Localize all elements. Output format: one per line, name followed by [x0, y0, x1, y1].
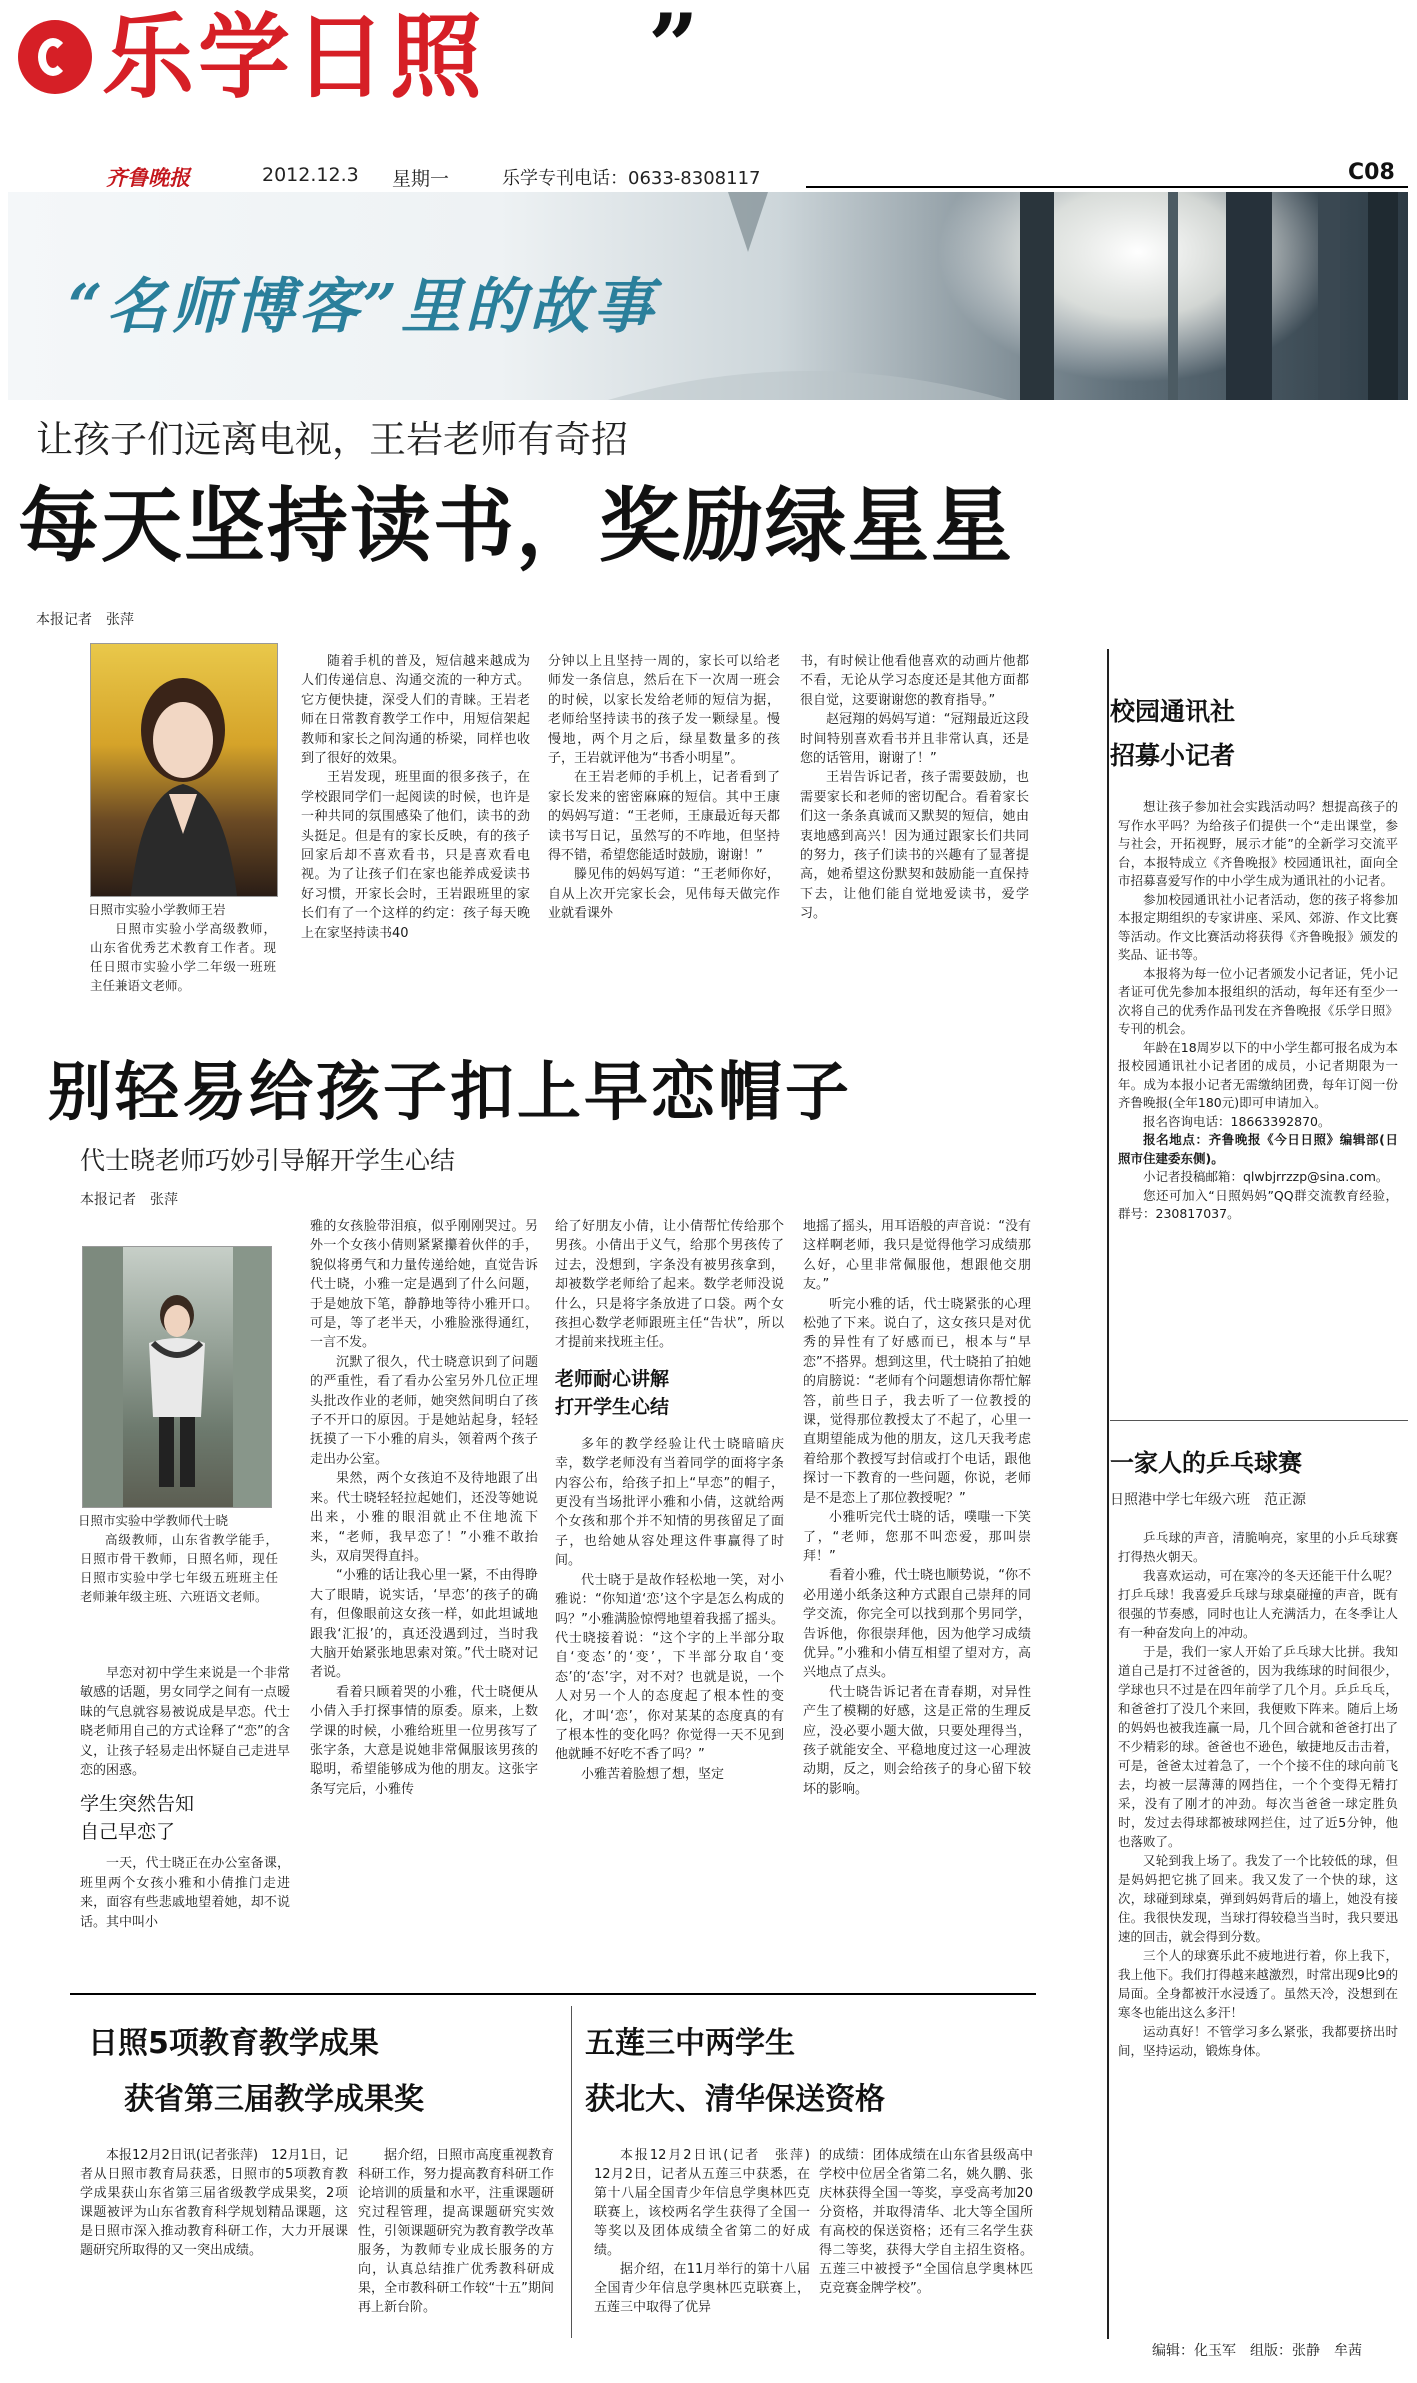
article2-col0-p1: 早恋对初中学生来说是一个非常敏感的话题，男女同学之间有一点暧昧的气息就容易被说成是早恋。代士晓老师用自己的方式诠释了“恋”的含义，让孩子轻易走出怀疑自己走进早恋的困惑。 [80, 1666, 290, 1779]
article2-col2-p1: 给了好朋友小倩，让小倩帮忙传给那个男孩。小倩出于义气，给那个男孩传了过去，没想到，字条没有被男孩拿到，却被数学老师给了起来。数学老师没说什么，只是将字条放进了口袋。两个女孩担心数学老师跟班主任“告状”，所以才提前来找班主任。 [555, 1219, 784, 1351]
sidebar2-title: 一家人的乒乓球赛 [1110, 1449, 1302, 1477]
sidebar-separator-rule [1110, 1420, 1408, 1421]
sidebar2-p4: 又轮到我上场了。我发了一个比较低的球，但是妈妈把它挑了回来。我又发了一个快的球，这次，球碰到球桌，弹到妈妈背后的墙上，她没有接住。我很快发现，当球打得较稳当当时，我只要迅速的回击，就会得到分数。 [1118, 1853, 1398, 1944]
article2-col1-p4: “小雅的话让我心里一紧，不由得睁大了眼睛，说实话，‘早恋’的孩子的确有，但像眼前这女孩一样，如此坦诚地跟我‘汇报’的，真还没遇到过，当时我大脑开始紧张地思索对策。”代士晓对记者说。 [310, 1568, 538, 1681]
article2-teacher-photo [82, 1246, 272, 1508]
article2-byline: 本报记者 张萍 [80, 1192, 178, 1208]
article2-col3-p4: 看着小雅，代士晓也顺势说，“你不必用递小纸条这种方式跟自己崇拜的同学交流，你完全可以找到那个男同学，告诉他，你很崇拜他，因为他学习成绩优异。”小雅和小倩互相望了望对方，高兴地点了点头。 [803, 1568, 1031, 1681]
article1-byline: 本报记者 张萍 [36, 612, 134, 628]
article2-col2-subhead-1: 老师耐心讲解 [555, 1367, 670, 1390]
dateline-weekday: 星期一 [392, 168, 450, 190]
article2-col3-p5: 代士晓告诉记者在青春期，对异性产生了模糊的好感，这是正常的生理反应，没必要小题大做，只要处理得当，孩子就能安全、平稳地度过这一心理波动期，反之，则会给孩子的身心留下较坏的影响。 [803, 1684, 1031, 1797]
article2-column-3 [803, 1217, 1031, 1955]
sidebar1-title-line2: 招募小记者 [1110, 741, 1236, 770]
article1-col1-p2: 王岩发现，班里面的很多孩子，在学校跟同学们一起阅读的时候，也许是一种共同的氛围感染了他们，读书的劲头挺足。但是有的家长反映，有的孩子回家后却不喜欢看书，只是喜欢看电视。为了让孩子们在家也能养成爱读书好习惯，开家长会时，王岩跟班里的家长们有了一个这样的约定：孩子每天晚上在家坚持读书40 [301, 770, 530, 941]
dateline [0, 158, 1417, 188]
article2-col1-p2: 沉默了很久，代士晓意识到了问题的严重性，看了看办公室另外几位正埋头批改作业的老师，她突然间明白了孩子不开口的原因。于是她站起身，轻轻抚摸了一下小雅的肩头，领着两个孩子走出办公室。 [310, 1354, 538, 1467]
article2-col2-p4: 小雅苦着脸想了想，坚定 [581, 1766, 725, 1782]
sidebar-left-rule [1107, 649, 1109, 2339]
teacher-portrait-illustration [83, 1247, 271, 1507]
article1-col3-p3: 王岩告诉记者，孩子需要鼓励，也需要家长和老师的密切配合。看着家长们这一条条真诚而又默契的短信，她由衷地感到高兴！因为通过跟家长们共同的努力，孩子们读书的兴趣有了显著提高，她希望这份默契和鼓励能一直保持下去，让他们能自觉地爱读书，爱学习。 [800, 770, 1029, 922]
article1-caption-name: 日照市实验小学教师王岩 [88, 902, 226, 917]
article4-col1-p2: 据介绍，在11月举行的第十八届全国青少年信息学奥林匹克联赛上，五莲三中取得了优异 [594, 2262, 810, 2315]
article2-col3-p1: 地摇了摇头，用耳语般的声音说：“没有这样啊老师，我只是觉得他学习成绩那么好，心里非常佩服他，想跟他交朋友。” [803, 1219, 1031, 1293]
article2-column-1 [310, 1217, 538, 1955]
article4-col2-p1: 的成绩：团体成绩在山东省县级高中学校中位居全省第二名，姚久鹏、张庆林获得全国一等奖，享受高考加20分资格，并取得清华、北大等全国所有高校的保送资格；还有三名学生获得二等奖，获得大学自主招生资格。五莲三中被授予“全国信息学奥林匹克竞赛金牌学校”。 [819, 2148, 1033, 2296]
article2-col3-p3: 小雅听完代士晓的话，噗嗤一下笑了，“老师，您那不叫恋爱，那叫崇拜！” [803, 1510, 1031, 1564]
article3-col1-p1: 本报12月2日讯(记者张萍) 12月1日，记者从日照市教育局获悉，日照市的5项教育教学成果获山东省第三届省级教学成果奖，2项课题被评为山东省教育科学规划精品课题，这是日照市深入推动教育科研工作，大力开展课题研究所取得的又一突出成绩。 [80, 2148, 348, 2258]
article1-kicker: 让孩子们远离电视，王岩老师有奇招 [36, 418, 628, 461]
article1-column-3 [800, 652, 1029, 1032]
sidebar1-body [1118, 798, 1398, 1410]
article2-caption-name: 日照市实验中学教师代士晓 [78, 1513, 229, 1528]
article3-title-line2: 获省第三届教学成果奖 [124, 2082, 424, 2117]
article2-col0-subhead-2: 自己早恋了 [80, 1821, 176, 1844]
article3-column-1 [80, 2146, 348, 2342]
dateline-page: C08 [1348, 160, 1395, 185]
article2-col3-p2: 听完小雅的话，代士晓紧张的心理松弛了下来。说白了，这女孩只是对优秀的异性有了好感而已，根本与“早恋”不搭界。想到这里，代士晓拍了拍她的肩膀说：“老师有个问题想请你帮忙解答，前些日子，我去听了一位教授的课，觉得那位教授太了不起了，心里一直期望能成为他的朋友，这几天我考虑着给那个教授写封信或打个电话，跟他探讨一下教育的一些问题，你说，老师是不是恋上了那位教授呢？” [803, 1296, 1031, 1506]
article2-headline: 别轻易给孩子扣上早恋帽子 [48, 1056, 852, 1130]
bottom-section-rule [70, 1993, 1036, 1995]
sidebar2-p2: 我喜欢运动，可在寒冷的冬天还能干什么呢？打乒乓球！我喜爱乒乓球与球桌碰撞的声音，既有很强的节奏感，同时也让人充满活力，在冬季让人有一种奋发向上的冲动。 [1118, 1568, 1398, 1640]
article2-col2-subhead-2: 打开学生心结 [555, 1395, 670, 1418]
article3-title-line1: 日照5项教育教学成果 [88, 2026, 379, 2061]
sidebar1-contact-phone: 报名咨询电话：18663392870。 [1143, 1113, 1331, 1129]
sidebar2-p3: 于是，我们一家人开始了乒乓球大比拼。我知道自己是打不过爸爸的，因为我练球的时间很少，学球也只不过是在四年前学了几个月。乒乒乓乓，和爸爸打了没几个来回，我便败下阵来。随后上场的妈妈也被我连赢一局，几个回合就和爸爸打出了不少精彩的球。爸爸也不逊色，敏捷地反击击着，可是，爸爸太过着急了，一个个接不住的球向前飞去，均被一层薄薄的网挡住，一个个变得无精打采，没有了刚才的冲劲。每次当爸爸一球定胜负时，发过去得球都被球网拦住，过了近5分钟，他也落败了。 [1118, 1644, 1398, 1849]
article1-col3-p1: 书，有时候让他看他喜欢的动画片他都不看，无论从学习态度还是其他方面都很自觉，这要谢谢您的教育指导。” [800, 654, 1029, 708]
sidebar1-p3: 本报将为每一位小记者颁发小记者证，凭小记者证可优先参加本报组织的活动，每年还有至少一次将自己的优秀作品刊发在齐鲁晚报《乐学日照》专刊的机会。 [1118, 965, 1398, 1036]
article2-col2-p3: 代士晓于是故作轻松地一笑，对小雅说：“你知道‘恋’这个字是怎么构成的吗？”小雅满脸惊愕地望着我摇了摇头。代士晓接着说：“这个字的上半部分取自‘变态’的‘变’，下半部分取自‘变态’的‘态’字，对不对？也就是说，一个人对另一个人的态度起了根本性的变化，才叫‘恋’，你对某某的态度真的有了根本性的变化吗？你觉得一天不见到他就睡不好吃不香了吗？” [555, 1572, 784, 1763]
bottom-vertical-rule [571, 2006, 572, 2338]
article1-column-2 [548, 652, 780, 1032]
sidebar1-title-line1: 校园通讯社 [1110, 697, 1236, 726]
sidebar2-p5: 三个人的球赛乐此不疲地进行着，你上我下，我上他下。我们打得越来越激烈，时常出现9比9的局面。全身都被汗水浸透了。虽然天冷，没想到在寒冬也能出这么多汗！ [1118, 1948, 1398, 2020]
teacher-portrait-illustration [91, 644, 277, 896]
article2-col1-p3: 果然，两个女孩迫不及待地跟了出来。代士晓轻轻拉起她们，还没等她说出来，小雅的眼泪就止不住地流下来，“老师，我早恋了！”小雅不敢抬头，双肩哭得直抖。 [310, 1471, 538, 1564]
dateline-hotline: 乐学专刊电话：0633-8308117 [502, 168, 761, 189]
sidebar1-contact-email: 小记者投稿邮箱：qlwbjrrzzp@sina.com。 [1143, 1169, 1389, 1184]
article2-caption-body: 高级教师，山东省教学能手，日照市骨干教师，日照名师，现任日照市实验中学七年级五班班主任老师兼年级主班、六班语文老师。 [80, 1532, 278, 1604]
sidebar1-contact-qq: 您还可加入“日照妈妈”QQ群交流教育经验，群号：230817037。 [1118, 1187, 1398, 1221]
article2-col0-subhead-1: 学生突然告知 [80, 1793, 195, 1816]
article1-headline: 每天坚持读书，奖励绿星星 [18, 480, 1015, 574]
dateline-paper: 齐鲁晚报 [106, 165, 190, 190]
sidebar1-contact-address: 报名地点：齐鲁晚报《今日日照》编辑部(日照市住建委东侧)。 [1118, 1132, 1398, 1166]
article1-col3-p2: 赵冠翔的妈妈写道：“冠翔最近这段时间特别喜欢看书并且非常认真，还是您的话管用，谢谢了！” [800, 712, 1029, 767]
article2-col1-p5: 看着只顾着哭的小雅，代士晓便从小倩入手打探事情的原委。原来，上数学课的时候，小雅给班里一位男孩写了张字条，大意是说她非常佩服该男孩的聪明，希望能够成为他的朋友。这张字条写完后，小雅传 [310, 1684, 538, 1797]
sidebar2-byline: 日照港中学七年级六班 范正源 [1110, 1492, 1306, 1508]
article2-col1-p1: 雅的女孩脸带泪痕，似乎刚刚哭过。另外一个女孩小倩则紧紧攥着伙伴的手，貌似将勇气和力量传递给她，直觉告诉代士晓，小雅一定是遇到了什么问题，于是她放下笔，静静地等待小雅开口。可是，等了老半天，小雅脸涨得通红，一言不发。 [310, 1219, 538, 1351]
article2-col2-p2: 多年的教学经验让代士晓暗暗庆幸，数学老师没有当着同学的面将字条内容公布，给孩子扣上“早恋”的帽子，更没有当场批评小雅和小倩，这就给两个女孩和那个并不知情的男孩留足了面子，也给她从容处理这件事赢得了时间。 [555, 1436, 784, 1569]
sidebar2-p6: 运动真好！不管学习多么紧张，我都要挤出时间，坚持运动，锻炼身体。 [1118, 2024, 1398, 2058]
sidebar1-p2: 参加校园通讯社小记者活动，您的孩子将参加本报定期组织的专家讲座、采风、郊游、作文比赛等活动。作文比赛活动将获得《齐鲁晚报》颁发的奖品、证书等。 [1118, 891, 1398, 962]
editor-footer: 编辑：化玉军 组版：张静 牟茜 [1152, 2343, 1362, 2359]
article3-col2-p1: 据介绍，日照市高度重视教育科研工作，努力提高教育科研工作论培训的质量和水平，注重课题研究过程管理，提高课题研究实效性，引领课题研究为教育教学改革服务，为教师专业成长服务的方向，认真总结推广优秀教科研成果，全市教科研工作较“十五”期间再上新台阶。 [358, 2148, 554, 2315]
article1-col2-p1: 分钟以上且坚持一周的，家长可以给老师发一条信息，然后在下一次周一班会的时候，以家长发给老师的短信为据，老师给坚持读书的孩子发一颗绿星。慢慢地，两个月之后，绿星数量多的孩子，王岩就评他为“书香小明星”。 [548, 654, 780, 767]
banner-image [8, 192, 1408, 400]
article1-col1-p1: 随着手机的普及，短信越来越成为人们传递信息、沟通交流的一种方式。它方便快捷，深受人们的青睐。王岩老师在日常教育教学工作中，用短信架起教师和家长之间沟通的桥梁，同样也收到了很好的效果。 [301, 654, 530, 767]
article4-title-line2: 获北大、清华保送资格 [585, 2082, 885, 2117]
article1-photo-caption [90, 900, 276, 995]
article1-caption-body: 日照市实验小学高级教师，山东省优秀艺术教育工作者。现任日照市实验小学二年级一班班主任兼语文老师。 [90, 921, 276, 993]
article1-column-1 [301, 652, 530, 1032]
article2-subhead: 代士晓老师巧妙引导解开学生心结 [80, 1146, 456, 1175]
sidebar2-p1: 乒乓球的声音，清脆响亮，家里的小乒乓球赛打得热火朝天。 [1118, 1530, 1398, 1564]
sidebar2-body [1118, 1528, 1398, 2322]
masthead-title: 乐学日照 [102, 4, 487, 111]
sidebar1-p1: 想让孩子参加社会实践活动吗？想提高孩子的写作水平吗？为给孩子们提供一个“走出课堂，参与社会，开拓视野，展示才能”的全新学习交流平台，本报特成立《齐鲁晚报》校园通讯社，面向全市招募喜爱写作的中小学生成为通讯社的小记者。 [1118, 799, 1398, 888]
article1-teacher-photo [90, 643, 278, 897]
article2-column-2 [555, 1217, 784, 1955]
article3-column-2 [358, 2146, 554, 2342]
article2-col0-p2: 一天，代士晓正在办公室备课，班里两个女孩小雅和小倩推门走进来，面容有些悲戚地望着她，却不说话。其中叫小 [80, 1856, 290, 1930]
sidebar1-p4: 年龄在18周岁以下的中小学生都可报名成为本报校园通讯社小记者团的成员，小记者期限为一年。成为本报小记者无需缴纳团费，每年订阅一份齐鲁晚报(全年180元)即可申请加入。 [1118, 1039, 1398, 1110]
article2-photo-caption [80, 1511, 278, 1606]
masthead-quote-mark: ” [648, 0, 699, 98]
masthead-logo-c-icon [18, 20, 92, 94]
dateline-rule [806, 186, 1408, 188]
dateline-date: 2012.12.3 [262, 164, 359, 186]
article1-col2-p3: 滕见伟的妈妈写道：“王老师你好，自从上次开完家长会，见伟每天做完作业就看课外 [548, 867, 780, 922]
article4-column-2 [819, 2146, 1033, 2342]
article4-title-line1: 五莲三中两学生 [585, 2026, 795, 2061]
banner-title: “名师博客”里的故事 [68, 272, 658, 342]
article4-column-1 [594, 2146, 810, 2342]
article2-column-0 [80, 1664, 290, 1952]
article1-col2-p2: 在王岩老师的手机上，记者看到了家长发来的密密麻麻的短信。其中王康的妈妈写道：“王老师，王康最近每天都读书写日记，虽然写的不咋地，但坚持得不错，希望您能适时鼓励，谢谢！” [548, 770, 780, 864]
article4-col1-p1: 本报12月2日讯(记者 张萍) 12月2日，记者从五莲三中获悉，在第十八届全国青少年信息学奥林匹克联赛上，该校两名学生获得了全国一等奖以及团体成绩全省第二的好成绩。 [594, 2148, 810, 2258]
